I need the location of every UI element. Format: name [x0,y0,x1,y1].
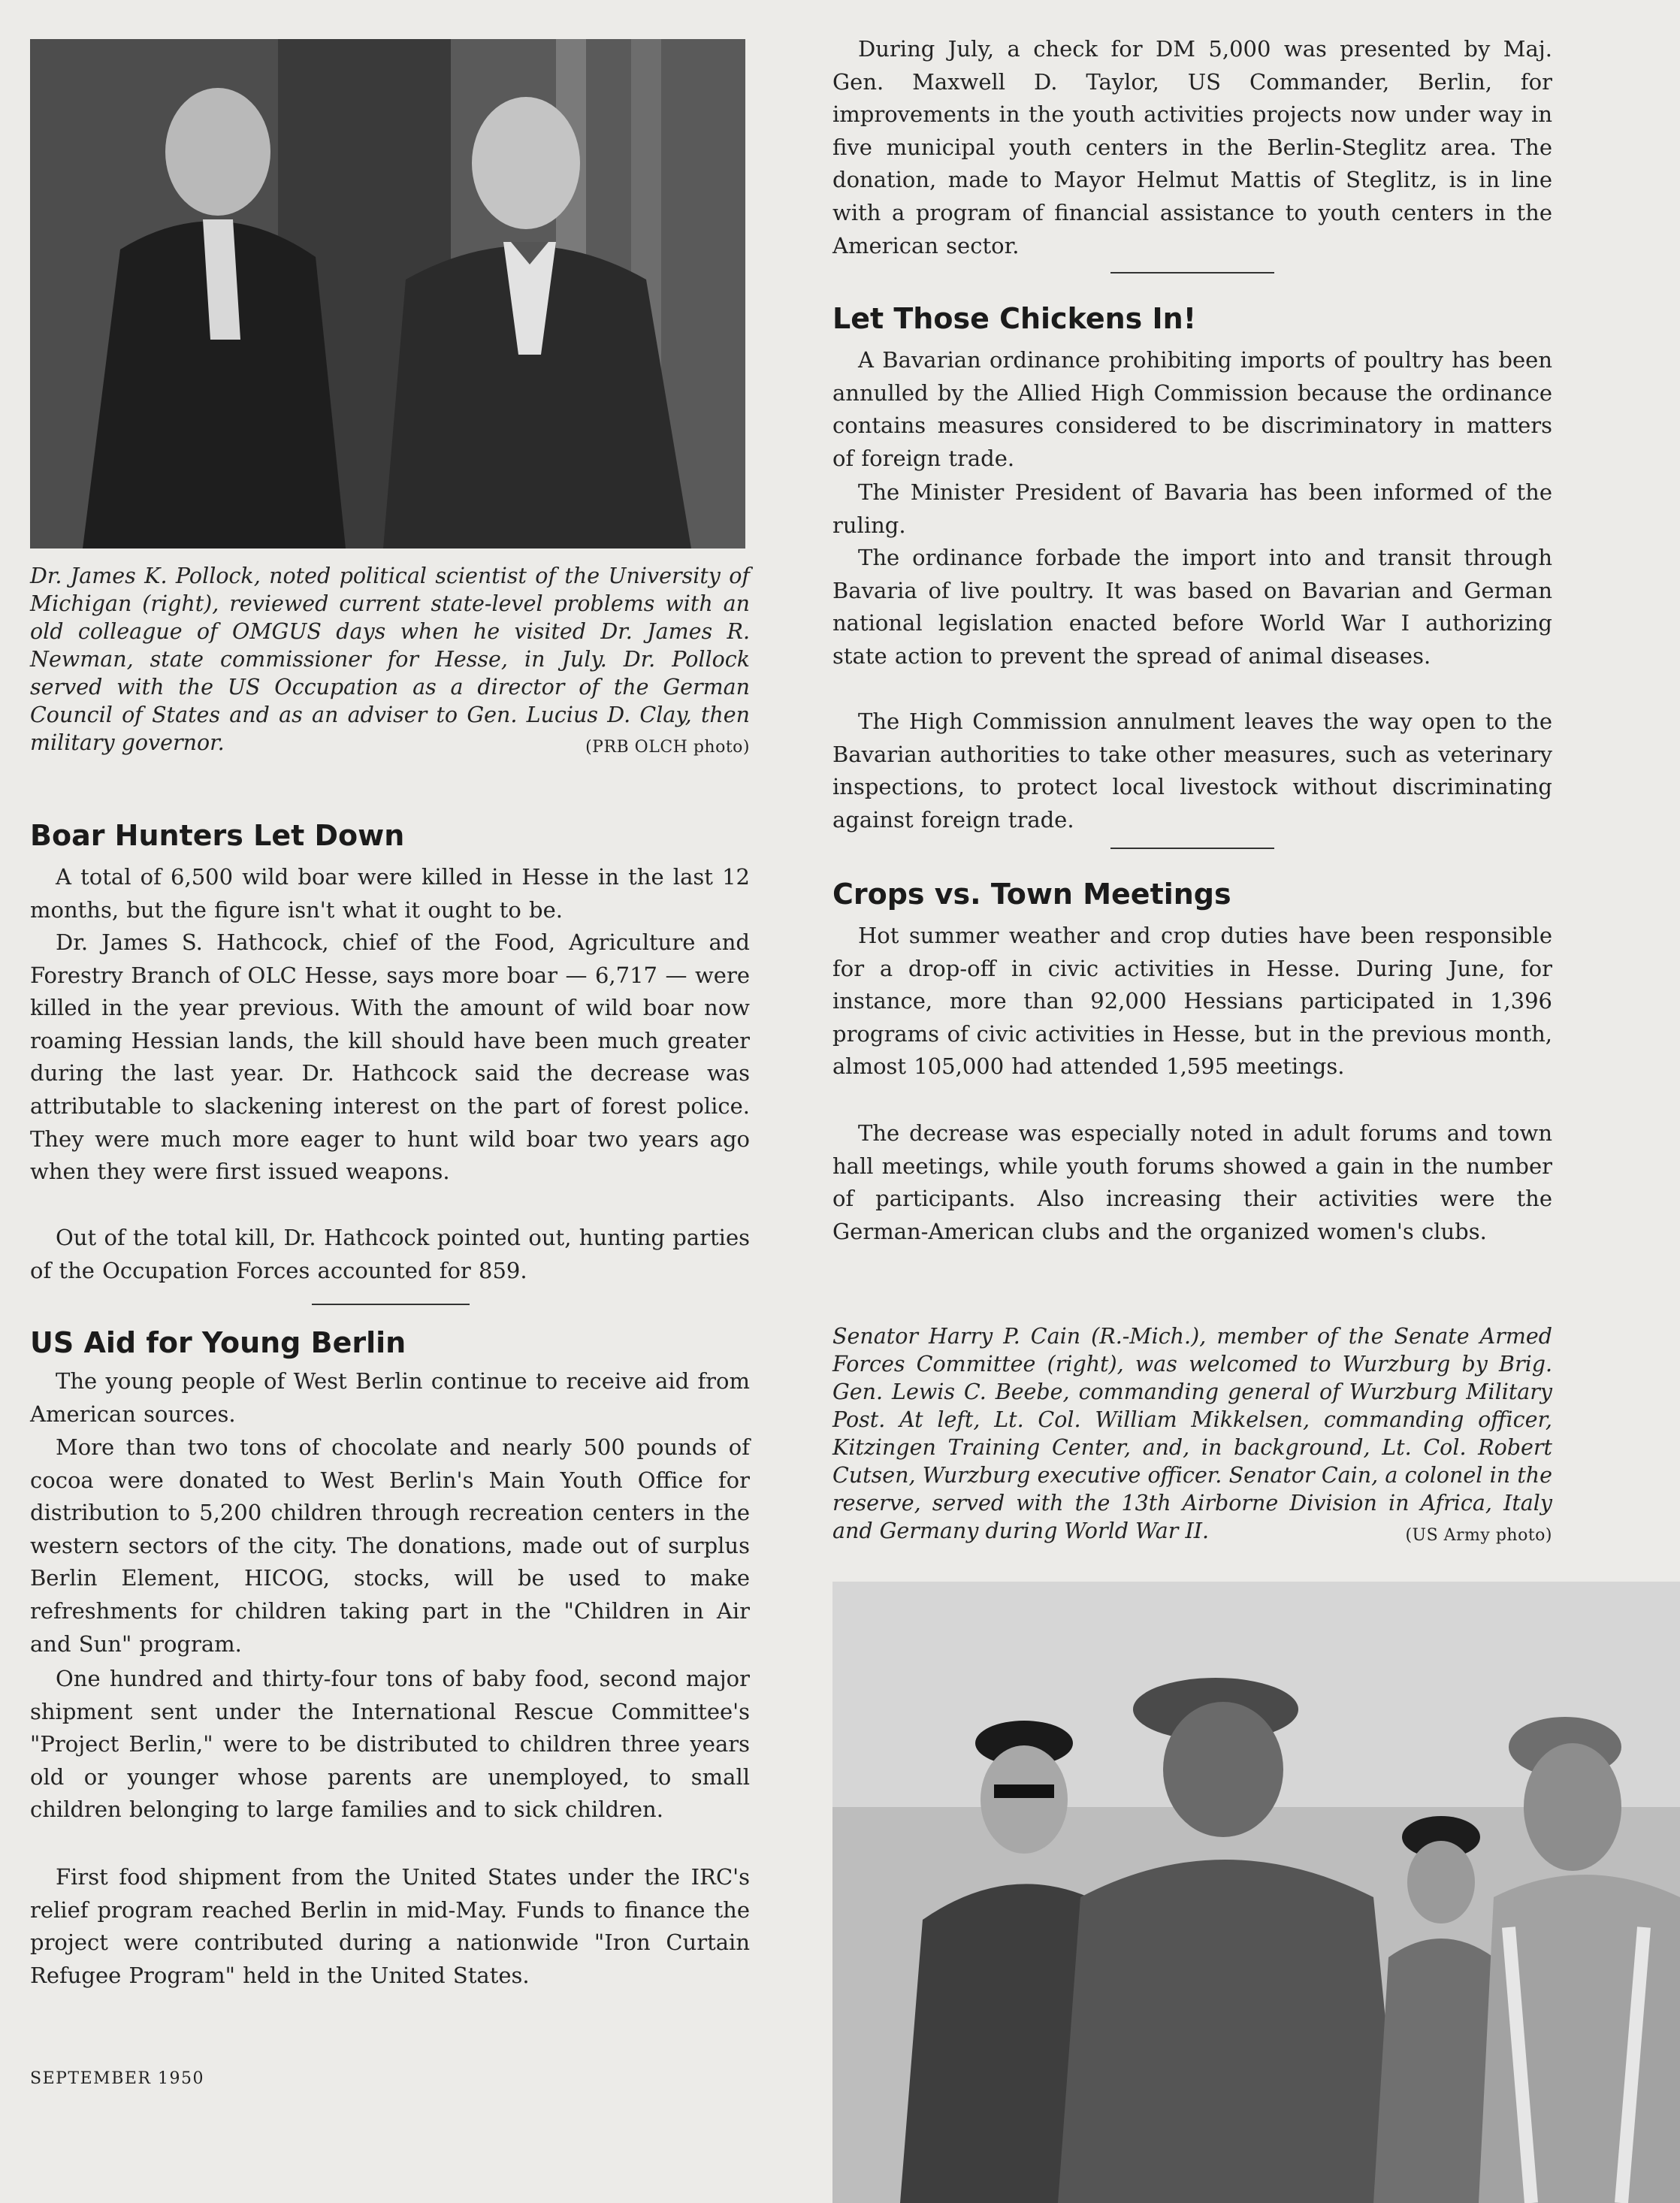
photo1-credit: (PRB OLCH photo) [585,738,750,757]
section-divider [1110,848,1274,849]
photo2-caption-text: Senator Harry P. Cain (R.-Mich.), member of the Senate Armed Forces Committee (right), was welcomed to Wurzburg by Brig. Gen. Lewis C. Beebe, commanding general of Wurzburg Military Post. At left, Lt. Col. William Mikkelsen, commanding officer, Kitzingen Training Center, and, in background, Lt. Col. Robert Cutsen, Wurzburg executive officer. Senator Cain, a colonel in the reserve, served with the 13th Airborne Division in Africa, Italy and Germany during World War II. [832,1324,1552,1543]
boar-paragraph-1: A total of 6,500 wild boar were killed in Hesse in the last 12 months, but the figure isn't what it ought to be. [30,864,750,923]
section-divider [1110,272,1274,273]
photo-cain-beebe [832,1582,1680,2203]
chickens-paragraph-4: The High Commission annulment leaves the way open to the Bavarian authorities to take other measures, such as veterinary inspections, to protect local livestock without discriminating against foreign trade. [832,709,1552,833]
section-divider [312,1304,470,1305]
photo2-credit: (US Army photo) [1405,1526,1552,1545]
boar-headline: Boar Hunters Let Down [30,819,405,852]
berlin-continued-paragraph: During July, a check for DM 5,000 was presented by Maj. Gen. Maxwell D. Taylor, US Commander, Berlin, for improvements in the youth activities projects now under way in five municipal youth centers in the Berlin-Steglitz area. The donation, made to Mayor Helmut Mattis of Steglitz, is in line with a program of financial assistance to youth centers in the American sector. [832,36,1552,258]
chickens-paragraph-2: The Minister President of Bavaria has been informed of the ruling. [832,479,1552,538]
crops-paragraph-1: Hot summer weather and crop duties have been responsible for a drop-off in civic activities in Hesse. During June, for instance, more than 92,000 Hessians participated in 1,396 programs of civic activities in Hesse, but in the previous month, almost 105,000 had attended 1,595 meetings. [832,923,1552,1080]
photo-pollock-newman [30,39,745,548]
boar-paragraph-2: Dr. James S. Hathcock, chief of the Food, Agriculture and Forestry Branch of OLC Hesse, says more boar — 6,717 — were killed in the year previous. With the amount of wild boar now roaming Hessian lands, the kill should have been much greater during the last year. Dr. Hathcock said the decrease was attributable to slackening interest on the part of forest police. They were much more eager to hunt wild boar two years ago when they were first issued weapons. [30,929,750,1185]
boar-paragraph-3: Out of the total kill, Dr. Hathcock pointed out, hunting parties of the Occupation Forces accounted for 859. [30,1225,750,1283]
berlin-paragraph-3: One hundred and thirty-four tons of baby food, second major shipment sent under the International Rescue Committee's "Project Berlin," were to be distributed to children three years old or younger whose parents are unemployed, to small children belonging to large families and to sick children. [30,1666,750,1823]
crops-headline: Crops vs. Town Meetings [832,878,1231,911]
chickens-headline: Let Those Chickens In! [832,302,1197,335]
photo1-caption [30,562,750,761]
footer-issue-date: SEPTEMBER 1950 [30,2069,204,2088]
berlin-paragraph-1: The young people of West Berlin continue to receive aid from American sources. [30,1368,750,1427]
photo2-caption [832,1322,1552,1549]
photo-image [832,1582,1680,2203]
photo1-caption-text: Dr. James K. Pollock, noted political scientist of the University of Michigan (right), reviewed current state-level problems with an old colleague of OMGUS days when he visited Dr. James R. Newman, state commissioner for Hesse, in July. Dr. Pollock served with the US Occupation as a director of the German Council of States and as an adviser to Gen. Lucius D. Clay, then military governor. [30,564,750,755]
berlin-paragraph-2: More than two tons of chocolate and nearly 500 pounds of cocoa were donated to West Berlin's Main Youth Office for distribution to 5,200 children through recreation centers in the western sectors of the city. The donations, made out of surplus Berlin Element, HICOG, stocks, will be used to make refreshments for children taking part in the "Children in Air and Sun" program. [30,1434,750,1657]
berlin-paragraph-4: First food shipment from the United States under the IRC's relief program reached Berlin in mid-May. Funds to finance the project were contributed during a nationwide "Iron Curtain Refugee Program" held in the United States. [30,1864,750,1988]
chickens-paragraph-1: A Bavarian ordinance prohibiting imports of poultry has been annulled by the Allied High Commission because the ordinance contains measures considered to be discriminatory in matters of foreign trade. [832,347,1552,471]
chickens-paragraph-3: The ordinance forbade the import into and transit through Bavaria of live poultry. It was based on Bavarian and German national legislation enacted before World War I authorizing state action to prevent the spread of animal diseases. [832,545,1552,669]
berlin-headline: US Aid for Young Berlin [30,1326,406,1359]
photo-image [30,39,745,548]
crops-paragraph-2: The decrease was especially noted in adult forums and town hall meetings, while youth forums showed a gain in the number of participants. Also increasing their activities were the German-American clubs and the organized women's clubs. [832,1120,1552,1244]
